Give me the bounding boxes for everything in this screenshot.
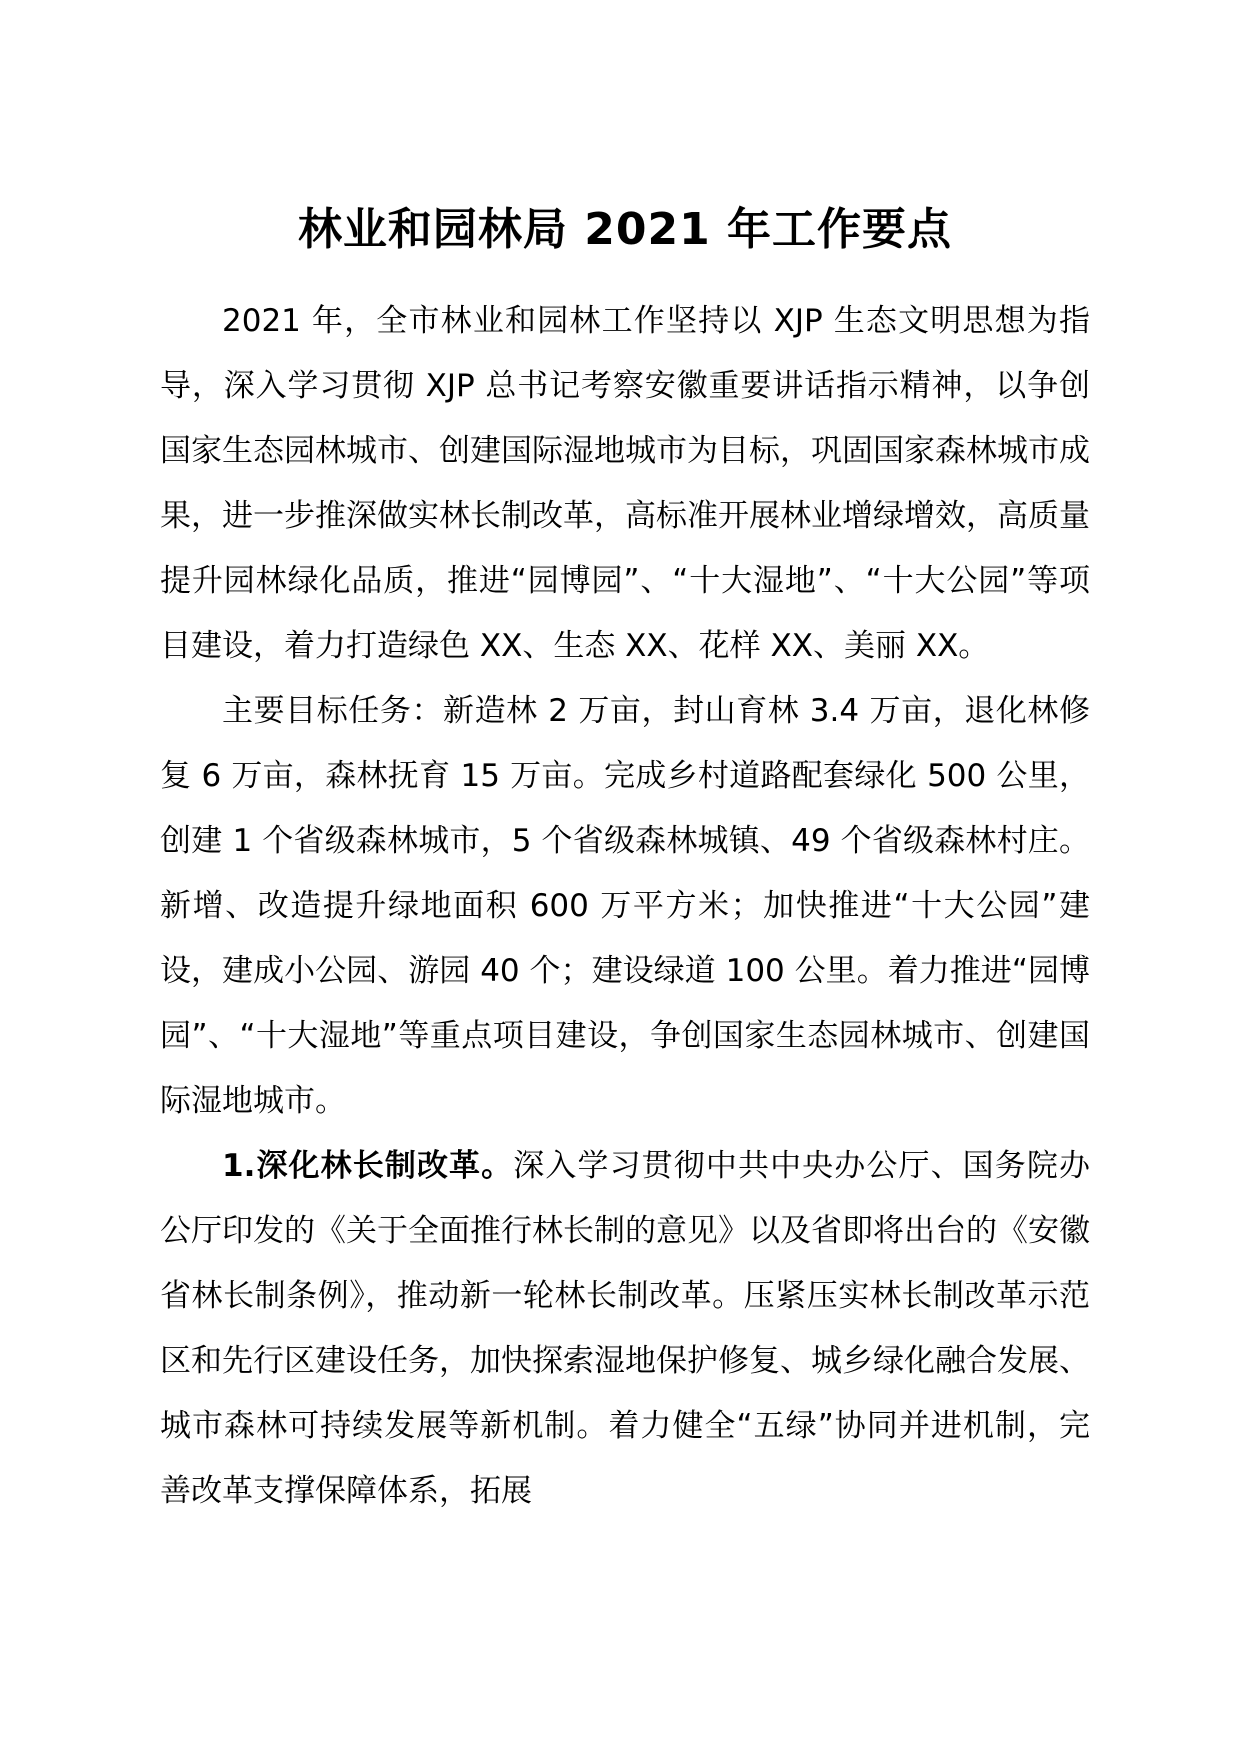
document-body <box>160 289 1090 1524</box>
document-page <box>160 0 1090 1754</box>
paragraph-intro-text: 2021 年，全市林业和园林工作坚持以 XJP 生态文明思想为指导，深入学习贯彻 XJP 总书记考察安徽重要讲话指示精神，以争创国家生态园林城市、创建国际湿地城市为目标，巩固国家森林城市成果，进一步推深做实林长制改革，高标准开展林业增绿增效，高质量提升园林绿化品质，推进“园博园”、“十大湿地”、“十大公园”等项目建设，着力打造绿色 XX、生态 XX、花样 XX、美丽 XX。 <box>160 303 1090 664</box>
paragraph-main-targets-text: 主要目标任务：新造林 2 万亩，封山育林 3.4 万亩，退化林修复 6 万亩，森林抚育 15 万亩。完成乡村道路配套绿化 500 公里，创建 1 个省级森林城市，5 个省级森林城镇、49 个省级森林村庄。新增、改造提升绿地面积 600 万平方米；加快推进“十大公园”建设，建成小公园、游园 40 个；建设绿道 100 公里。着力推进“园博园”、“十大湿地”等重点项目建设，争创国家生态园林城市、创建国际湿地城市。 <box>160 693 1090 1119</box>
section-1-heading: 1.深化林长制改革。 <box>222 1148 514 1184</box>
paragraph-intro <box>160 289 1090 679</box>
paragraph-section-1 <box>160 1134 1090 1524</box>
section-1-text: 深入学习贯彻中共中央办公厅、国务院办公厅印发的《关于全面推行林长制的意见》以及省即将出台的《安徽省林长制条例》，推动新一轮林长制改革。压紧压实林长制改革示范区和先行区建设任务，加快探索湿地保护修复、城乡绿化融合发展、城市森林可持续发展等新机制。着力健全“五绿”协同并进机制，完善改革支撑保障体系，拓展 <box>160 1148 1090 1509</box>
document-title: 林业和园林局 2021 年工作要点 <box>297 204 953 255</box>
paragraph-main-targets <box>160 679 1090 1134</box>
